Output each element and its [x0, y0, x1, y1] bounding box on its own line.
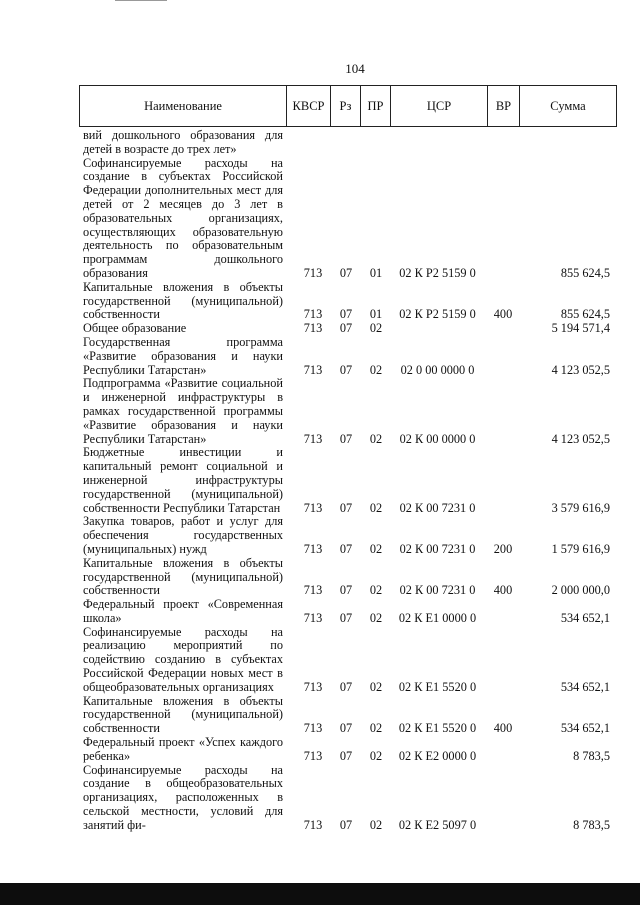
header-csr: ЦСР	[391, 86, 488, 126]
row-sum: 855 624,5	[560, 307, 610, 322]
table-row	[0, 157, 640, 281]
table-header	[79, 85, 617, 127]
row-name: Софинансируемые расходы на реализацию мероприятий по содействию созданию в субъектах Российской Федерации новых мест в общеобразовательных организациях	[83, 624, 283, 694]
row-kvsr: 713	[303, 362, 323, 377]
row-csr: 02 К Е2 0000 0	[398, 748, 477, 763]
row-rz: 07	[339, 500, 353, 515]
row-pr: 01	[369, 307, 383, 322]
row-kvsr: 713	[303, 307, 323, 322]
row-pr: 02	[369, 362, 383, 377]
row-csr: 02 К Р2 5159 0	[399, 265, 476, 280]
row-name: Федеральный проект «Успех каждого ребенка»	[83, 735, 283, 763]
row-sum: 534 652,1	[560, 679, 610, 694]
row-pr: 02	[369, 817, 383, 832]
row-sum: 855 624,5	[560, 265, 610, 280]
row-pr: 02	[369, 321, 383, 336]
row-name: Государственная программа «Развитие образования и науки Республики Татарстан»	[83, 334, 283, 377]
row-sum: 4 123 052,5	[551, 431, 610, 446]
row-name: вий дошкольного образования для детей в возрасте до трех лет»	[83, 128, 283, 156]
table-row	[0, 377, 640, 446]
row-name: Закупка товаров, работ и услуг для обеспечения государственных (муниципальных) нужд	[83, 514, 283, 556]
row-sum: 3 579 616,9	[551, 500, 610, 515]
row-rz: 07	[339, 265, 353, 280]
row-csr: 02 К Е1 5520 0	[398, 679, 477, 694]
row-sum: 8 783,5	[573, 817, 610, 832]
row-sum: 4 123 052,5	[551, 362, 610, 377]
row-name: Общее образование	[83, 321, 187, 336]
row-kvsr: 713	[303, 583, 323, 598]
row-kvsr: 713	[303, 817, 323, 832]
header-rz: Рз	[331, 86, 361, 126]
row-vr: 200	[493, 541, 513, 556]
row-rz: 07	[339, 307, 353, 322]
row-csr: 02 К 00 7231 0	[399, 541, 476, 556]
row-csr: 02 К Р2 5159 0	[399, 307, 476, 322]
table-row	[0, 129, 640, 157]
row-rz: 07	[339, 362, 353, 377]
row-name: Федеральный проект «Современная школа»	[83, 597, 283, 625]
row-csr: 02 К 00 7231 0	[399, 583, 476, 598]
table-body	[0, 129, 640, 833]
row-pr: 02	[369, 583, 383, 598]
row-pr: 02	[369, 500, 383, 515]
table-row	[0, 764, 640, 833]
row-rz: 07	[339, 583, 353, 598]
row-pr: 02	[369, 679, 383, 694]
table-row	[0, 626, 640, 695]
row-name: Капитальные вложения в объекты государственной (муниципальной) собственности	[83, 693, 283, 736]
header-sum: Сумма	[550, 99, 586, 113]
row-csr: 02 К 00 0000 0	[399, 431, 476, 446]
table-row	[0, 515, 640, 556]
row-pr: 02	[369, 721, 383, 736]
page-number: 104	[345, 61, 365, 76]
row-name: Бюджетные инвестиции и капитальный ремонт социальной и инженерной инфраструктуры государственной (муниципальной) собственности Республики Татарстан	[83, 445, 283, 515]
row-pr: 02	[369, 541, 383, 556]
row-kvsr: 713	[303, 721, 323, 736]
top-rule	[115, 0, 167, 1]
row-csr: 02 К 00 7231 0	[399, 500, 476, 515]
row-vr: 400	[493, 721, 513, 736]
row-sum: 5 194 571,4	[551, 321, 610, 336]
row-rz: 07	[339, 610, 353, 625]
row-csr: 02 0 00 0000 0	[400, 362, 475, 377]
row-name: Капитальные вложения в объекты государственной (муниципальной) собственности	[83, 279, 283, 322]
row-sum: 2 000 000,0	[551, 583, 610, 598]
row-sum: 534 652,1	[560, 610, 610, 625]
row-kvsr: 713	[303, 431, 323, 446]
row-rz: 07	[339, 679, 353, 694]
row-kvsr: 713	[303, 748, 323, 763]
row-sum: 534 652,1	[560, 721, 610, 736]
table-row	[0, 695, 640, 736]
row-name: Капитальные вложения в объекты государственной (муниципальной) собственности	[83, 555, 283, 598]
row-csr: 02 К Е2 5097 0	[398, 817, 477, 832]
table-row	[0, 336, 640, 377]
row-vr: 400	[493, 307, 513, 322]
row-kvsr: 713	[303, 679, 323, 694]
row-rz: 07	[339, 431, 353, 446]
row-kvsr: 713	[303, 541, 323, 556]
header-pr: ПР	[361, 86, 391, 126]
table-row	[0, 557, 640, 598]
table-row	[0, 281, 640, 322]
row-pr: 02	[369, 610, 383, 625]
row-csr: 02 К Е1 5520 0	[398, 721, 477, 736]
row-kvsr: 713	[303, 610, 323, 625]
header-name: Наименование	[80, 86, 287, 126]
header-kvsr: КВСР	[287, 86, 331, 126]
row-rz: 07	[339, 321, 353, 336]
table-row	[0, 446, 640, 515]
row-rz: 07	[339, 721, 353, 736]
table-row	[0, 736, 640, 764]
row-rz: 07	[339, 748, 353, 763]
row-csr: 02 К Е1 0000 0	[398, 610, 477, 625]
row-kvsr: 713	[303, 265, 323, 280]
row-pr: 01	[369, 265, 383, 280]
row-pr: 02	[369, 431, 383, 446]
row-name: Софинансируемые расходы на создание в общеобразовательных организациях, расположенных в сельской местности, условий для занятий фи-	[83, 762, 283, 832]
row-kvsr: 713	[303, 500, 323, 515]
row-sum: 1 579 616,9	[551, 541, 610, 556]
row-vr: 400	[493, 583, 513, 598]
row-name: Софинансируемые расходы на создание в субъектах Российской Федерации дополнительных мест для детей от 2 месяцев до 3 лет в образовательных организациях, осуществляющих образовательную деятельность по образовательным программам дошкольного образования	[83, 155, 283, 280]
row-kvsr: 713	[303, 321, 323, 336]
row-name: Подпрограмма «Развитие социальной и инженерной инфраструктуры в рамках государственной программы «Развитие образования и науки Республики Татарстан»	[83, 376, 283, 446]
header-vr: ВР	[488, 86, 520, 126]
row-rz: 07	[339, 541, 353, 556]
table-row	[0, 322, 640, 336]
row-sum: 8 783,5	[573, 748, 610, 763]
scan-border	[0, 883, 640, 905]
row-rz: 07	[339, 817, 353, 832]
table-row	[0, 598, 640, 626]
row-pr: 02	[369, 748, 383, 763]
